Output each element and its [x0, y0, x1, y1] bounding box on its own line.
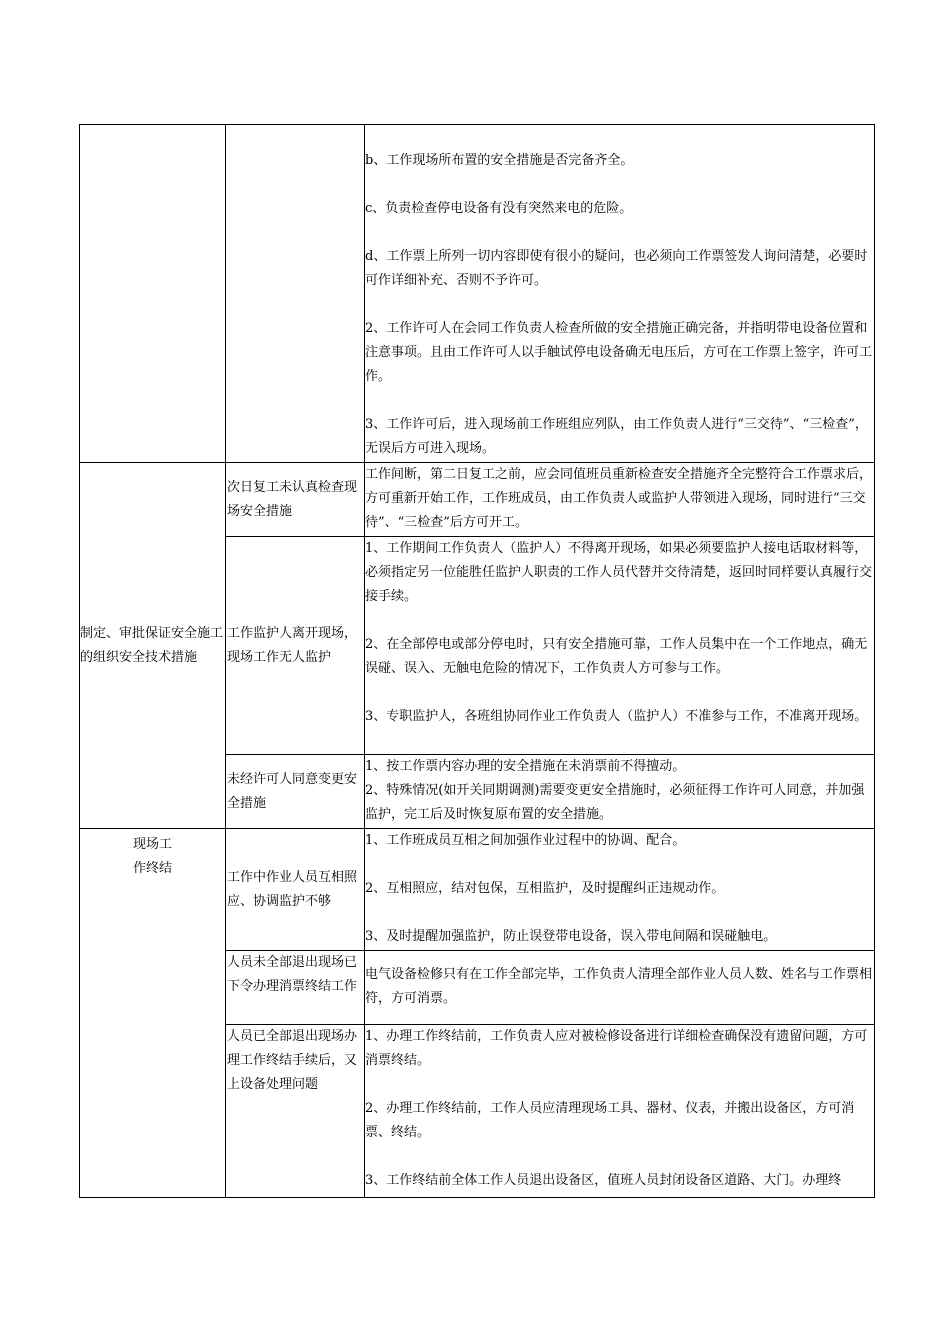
measure-text: 2、在全部停电或部分停电时，只有安全措施可靠，工作人员集中在一个工作地点，确无误碰、误入、无触电危险的情况下，工作负责人方可参与工作。	[365, 637, 868, 676]
hazard-label: 次日复工未认真检查现场安全措施	[227, 479, 358, 519]
measure-text: b、工作现场所布置的安全措施是否完备齐全。	[365, 153, 634, 168]
measure-cell	[365, 829, 875, 951]
hazard-cell	[226, 463, 365, 537]
measure-text: 电气设备检修只有在工作全部完毕，工作负责人清理全部作业人员人数、姓名与工作票相符，方可消票。	[365, 967, 873, 1006]
hazard-cell-empty	[226, 125, 365, 463]
measure-cell	[365, 537, 875, 755]
measure-text: 1、工作班成员互相之间加强作业过程中的协调、配合。	[365, 833, 686, 848]
hazard-label: 未经许可人同意变更安全措施	[227, 771, 358, 811]
measure-text: 1、办理工作终结前，工作负责人应对被检修设备进行详细检查确保没有遗留问题，方可消票终结。	[365, 1029, 868, 1068]
hazard-label: 人员未全部退出现场已下令办理消票终结工作	[227, 955, 358, 994]
measure-text: 2、工作许可人在会同工作负责人检查所做的安全措施正确完备，并指明带电设备位置和注意事项。且由工作许可人以手触试停电设备确无电压后，方可在工作票上签字，许可工作。	[365, 321, 873, 384]
table-row	[80, 125, 875, 463]
measure-text: 2、特殊情况(如开关同期调测)需要变更安全措施时，必须征得工作许可人同意，并加强监护，完工后及时恢复原布置的安全措施。	[365, 783, 865, 822]
measure-text: 3、专职监护人，各班组协同作业工作负责人（监护人）不准参与工作，不准离开现场。	[365, 709, 868, 724]
measure-text: c、负责检查停电设备有没有突然来电的危险。	[365, 201, 633, 216]
measure-text: d、工作票上所列一切内容即使有很小的疑问，也必须向工作票签发人询问清楚，必要时可作详细补充、否则不予许可。	[365, 249, 868, 288]
measure-text: 2、办理工作终结前，工作人员应清理现场工具、器材、仪表，并搬出设备区，方可消票、终结。	[365, 1101, 855, 1140]
measure-cell	[365, 951, 875, 1025]
hazard-cell	[226, 1025, 365, 1198]
category-cell	[80, 829, 226, 1198]
hazard-label: 工作中作业人员互相照应、协调监护不够	[227, 869, 358, 909]
hazard-label: 人员已全部退出现场办理工作终结手续后，又上设备处理问题	[227, 1029, 358, 1092]
measure-text: 3、及时提醒加强监护，防止误登带电设备，误入带电间隔和误碰触电。	[365, 929, 777, 944]
category-cell-empty	[80, 125, 226, 463]
category-label-line2: 作终结	[132, 861, 172, 876]
safety-measures-table	[79, 124, 875, 1198]
hazard-cell	[226, 537, 365, 755]
category-label: 制定、审批保证安全施工的组织安全技术措施	[80, 625, 224, 665]
measure-text: 3、工作终结前全体工作人员退出设备区，值班人员封闭设备区道路、大门。办理终	[365, 1173, 842, 1188]
table-row	[80, 463, 875, 537]
category-label-line1: 现场工	[132, 837, 172, 852]
hazard-label: 工作监护人离开现场，现场工作无人监护	[227, 625, 358, 665]
measure-cell	[365, 755, 875, 829]
measure-text: 3、工作许可后，进入现场前工作班组应列队，由工作负责人进行“三交待”、“三检查”，无误后方可进入现场。	[365, 417, 868, 456]
measure-cell	[365, 463, 875, 537]
measure-text: 1、按工作票内容办理的安全措施在未消票前不得擅动。	[365, 759, 686, 774]
hazard-cell	[226, 755, 365, 829]
measure-text: 2、互相照应，结对包保，互相监护，及时提醒纠正违规动作。	[365, 881, 725, 896]
measure-cell	[365, 1025, 875, 1198]
measure-text: 1、工作期间工作负责人（监护人）不得离开现场，如果必须要监护人接电话取材料等，必须指定另一位能胜任监护人职责的工作人员代替并交待清楚，返回时同样要认真履行交接手续。	[365, 541, 873, 604]
hazard-cell	[226, 951, 365, 1025]
table-row	[80, 829, 875, 951]
measure-text: 工作间断，第二日复工之前，应会同值班员重新检查安全措施齐全完整符合工作票求后，方可重新开始工作，工作班成员，由工作负责人或监护人带领进入现场，同时进行“三交待”、“三检查”后方可开工。	[365, 467, 873, 530]
category-cell	[80, 463, 226, 829]
hazard-cell	[226, 829, 365, 951]
measure-cell	[365, 125, 875, 463]
